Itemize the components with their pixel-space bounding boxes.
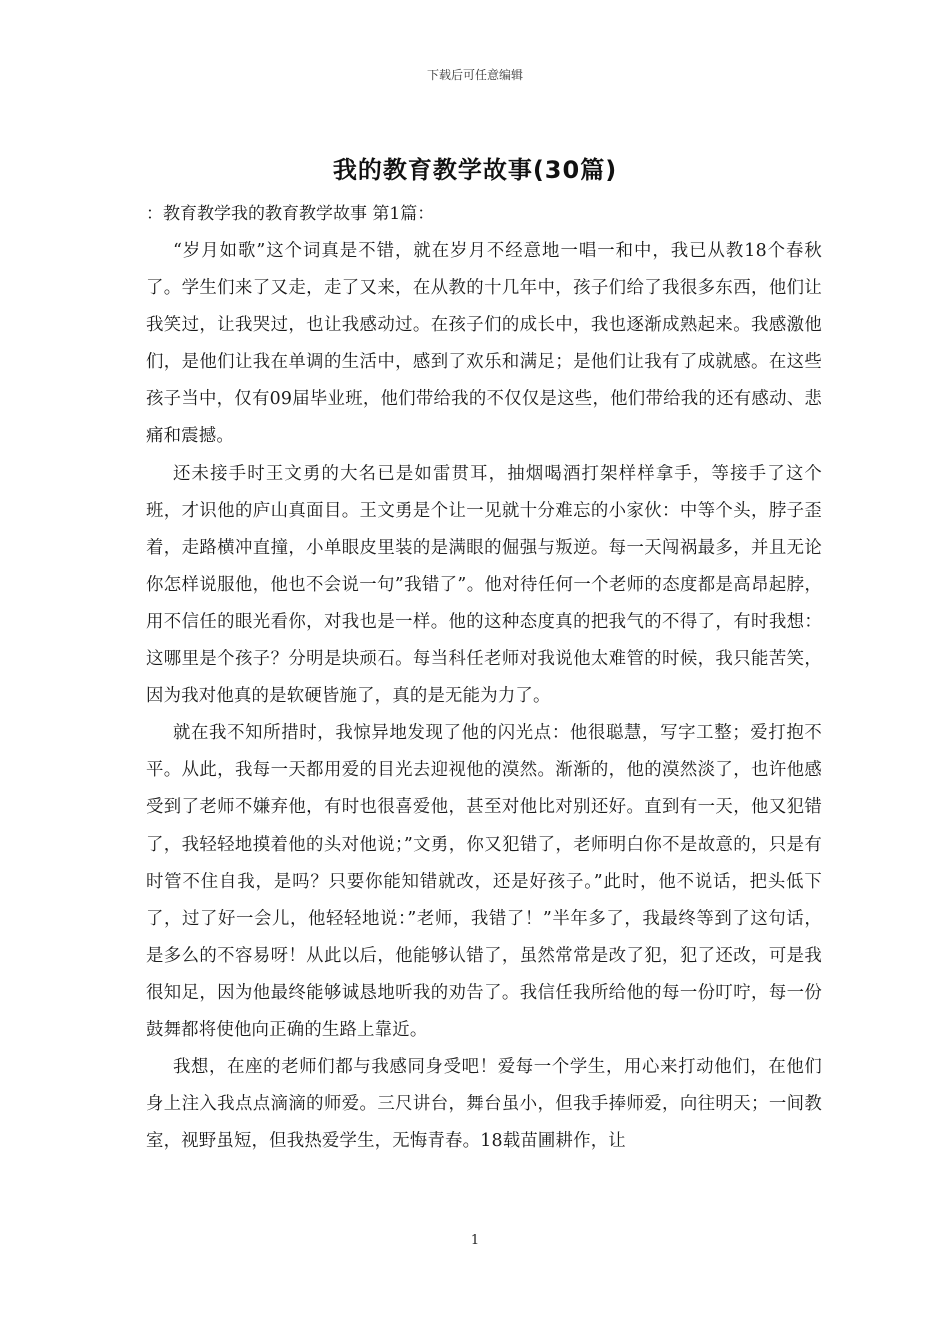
paragraph-1: “岁月如歌”这个词真是不错，就在岁月不经意地一唱一和中，我已从教18个春秋了。学生们来了又走，走了又来，在从教的十几年中，孩子们给了我很多东西，他们让我笑过，让我哭过，也让我感动过。在孩子们的成长中，我也逐渐成熟起来。我感激他们，是他们让我在单调的生活中，感到了欢乐和满足；是他们让我有了成就感。在这些孩子当中，仅有09届毕业班，他们带给我的不仅仅是这些，他们带给我的还有感动、悲痛和震撼。 bbox=[146, 241, 822, 447]
intro-line: ：教育教学我的教育教学故事 第1篇： bbox=[146, 204, 435, 224]
header-note: 下载后可任意编辑 bbox=[426, 68, 523, 82]
paragraph-4: 我想，在座的老师们都与我感同身受吧！爱每一个学生，用心来打动他们，在他们身上注入我点点滴滴的师爱。三尺讲台，舞台虽小，但我手捧师爱，向往明天；一间教室，视野虽短，但我热爱学生，无悔青春。18载苗圃耕作，让 bbox=[146, 1057, 822, 1152]
document-body bbox=[146, 196, 822, 1160]
paragraph-2: 还未接手时王文勇的大名已是如雷贯耳，抽烟喝酒打架样样拿手，等接手了这个班，才识他的庐山真面目。王文勇是个让一见就十分难忘的小家伙：中等个头，脖子歪着，走路横冲直撞，小单眼皮里装的是满眼的倔强与叛逆。每一天闯祸最多，并且无论你怎样说服他，他也不会说一句”我错了”。他对待任何一个老师的态度都是高昂起脖，用不信任的眼光看你，对我也是一样。他的这种态度真的把我气的不得了，有时我想：这哪里是个孩子？分明是块顽石。每当科任老师对我说他太难管的时候，我只能苦笑，因为我对他真的是软硬皆施了，真的是无能为力了。 bbox=[146, 463, 822, 707]
paragraph-3: 就在我不知所措时，我惊异地发现了他的闪光点：他很聪慧，写字工整；爱打抱不平。从此，我每一天都用爱的目光去迎视他的漠然。渐渐的，他的漠然淡了，也许他感受到了老师不嫌弃他，有时也很喜爱他，甚至对他比对别还好。直到有一天，他又犯错了，我轻轻地摸着他的头对他说；”文勇，你又犯错了，老师明白你不是故意的，只是有时管不住自我，是吗？只要你能知错就改，还是好孩子。”此时，他不说话，把头低下了，过了好一会儿，他轻轻地说：”老师，我错了！”半年多了，我最终等到了这句话，是多么的不容易呀！从此以后，他能够认错了，虽然常常是改了犯，犯了还改，可是我很知足，因为他最终能够诚恳地听我的劝告了。我信任我所给他的每一份叮咛，每一份鼓舞都将使他向正确的生路上靠近。 bbox=[146, 723, 822, 1040]
document-title: 我的教育教学故事(30篇) bbox=[332, 156, 618, 184]
page-number: 1 bbox=[470, 1233, 480, 1248]
